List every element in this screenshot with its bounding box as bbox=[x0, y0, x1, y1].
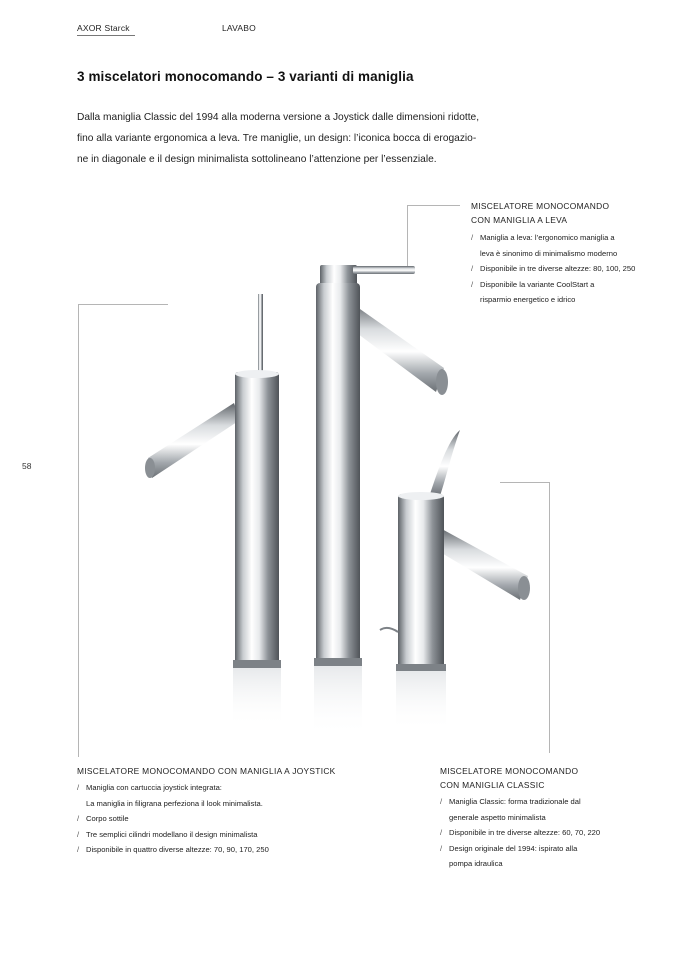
leva-spec-list bbox=[471, 230, 671, 308]
intro-line-3: ne in diagonale e il design minimalista sottolineano l’attenzione per l’essenziale. bbox=[77, 154, 437, 165]
slash-bullet: / bbox=[77, 783, 80, 792]
page-title: 3 miscelatori monocomando – 3 varianti di maniglia bbox=[77, 69, 414, 84]
spec-text-cont: La maniglia in filigrana perfeziona il look minimalista. bbox=[86, 798, 263, 808]
section-label: LAVABO bbox=[222, 23, 256, 33]
list-item bbox=[77, 780, 397, 811]
slash-bullet: / bbox=[440, 843, 443, 853]
slash-bullet: / bbox=[440, 828, 443, 837]
slash-bullet: / bbox=[440, 797, 443, 806]
list-item bbox=[440, 794, 660, 825]
spec-text: Maniglia con cartuccia joystick integrata: bbox=[86, 783, 222, 792]
spec-text-cont: pompa idraulica bbox=[449, 859, 503, 868]
leva-title-line-1: MISCELATORE MONOCOMANDO bbox=[471, 201, 610, 211]
classic-title-line-1: MISCELATORE MONOCOMANDO bbox=[440, 766, 579, 776]
page-number: 58 bbox=[22, 461, 32, 471]
list-item bbox=[440, 825, 660, 841]
spec-text: Maniglia Classic: forma tradizionale dal bbox=[449, 797, 581, 806]
intro-line-2: fino alla variante ergonomica a leva. Tre maniglie, un design: l’iconica bocca di erogazio- bbox=[77, 133, 477, 144]
list-item bbox=[77, 842, 397, 858]
product-leva bbox=[471, 199, 671, 308]
product-classic bbox=[440, 764, 660, 872]
list-item bbox=[471, 261, 671, 277]
slash-bullet: / bbox=[77, 845, 80, 854]
product-joystick bbox=[77, 764, 397, 858]
spec-text-cont: generale aspetto minimalista bbox=[449, 812, 546, 822]
spec-text-cont: leva è sinonimo di minimalismo moderno bbox=[480, 248, 618, 258]
list-item bbox=[77, 811, 397, 827]
list-item bbox=[77, 827, 397, 843]
list-item bbox=[471, 230, 671, 261]
list-item bbox=[440, 841, 660, 872]
slash-bullet: / bbox=[471, 279, 474, 289]
spec-text: Maniglia a leva: l’ergonomico maniglia a bbox=[480, 233, 615, 242]
intro-line-1: Dalla maniglia Classic del 1994 alla moderna versione a Joystick dalle dimensioni ridotte, bbox=[77, 112, 480, 123]
slash-bullet: / bbox=[471, 233, 474, 242]
joystick-title: MISCELATORE MONOCOMANDO CON MANIGLIA A JOYSTICK bbox=[77, 766, 336, 776]
slash-bullet: / bbox=[77, 829, 80, 839]
spec-text: Design originale del 1994: ispirato alla bbox=[449, 843, 578, 853]
slash-bullet: / bbox=[471, 264, 474, 273]
leva-title-line-2: CON MANIGLIA A LEVA bbox=[471, 215, 568, 225]
spec-text: Tre semplici cilindri modellano il design minimalista bbox=[86, 829, 258, 839]
list-item bbox=[471, 277, 671, 308]
classic-faucet bbox=[380, 430, 530, 731]
classic-spec-list bbox=[440, 794, 660, 872]
classic-title-line-2: CON MANIGLIA CLASSIC bbox=[440, 780, 545, 790]
joystick-spec-list bbox=[77, 780, 397, 858]
spec-text-cont: risparmio energetico e idrico bbox=[480, 295, 576, 304]
spec-text: Disponibile in tre diverse altezze: 80, 100, 250 bbox=[480, 264, 636, 273]
spec-text: Disponibile in quattro diverse altezze: 70, 90, 170, 250 bbox=[86, 845, 269, 854]
spec-text: Disponibile in tre diverse altezze: 60, 70, 220 bbox=[449, 828, 601, 837]
spec-text: Corpo sottile bbox=[86, 814, 129, 823]
brand-label: AXOR Starck bbox=[77, 23, 130, 33]
spec-text: Disponibile la variante CoolStart a bbox=[480, 279, 595, 289]
slash-bullet: / bbox=[77, 814, 80, 823]
joystick-faucet bbox=[145, 294, 281, 728]
